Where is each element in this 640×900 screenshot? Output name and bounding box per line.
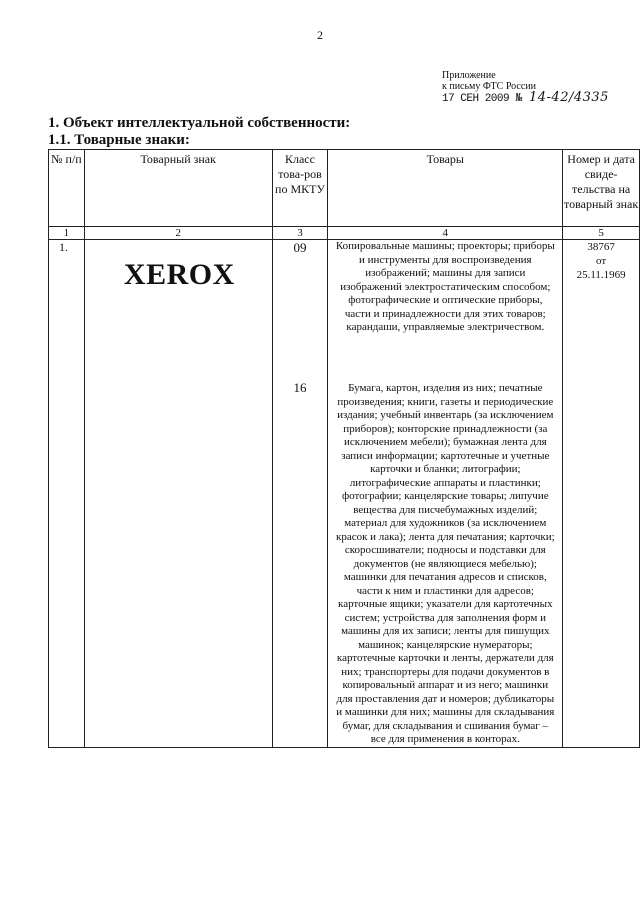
registration-from: от (596, 255, 607, 267)
column-number: 5 (563, 227, 640, 240)
number-sign: № (515, 91, 523, 104)
table-row (49, 240, 640, 381)
trademark-cell (84, 240, 272, 748)
header-class: Класс това-ров по МКТУ (272, 150, 328, 227)
header-num: № п/п (49, 150, 85, 227)
header-mark: Товарный знак (84, 150, 272, 227)
section-title: 1. Объект интеллектуальной собственности: (48, 115, 351, 131)
trademark-table (48, 149, 640, 748)
page-number: 2 (317, 28, 323, 42)
appendix-label: Приложение (442, 70, 496, 81)
registration-number: 38767 (587, 241, 615, 253)
column-number: 4 (328, 227, 563, 240)
appendix-letter-ref: к письму ФТС России (442, 81, 536, 92)
column-number: 3 (272, 227, 328, 240)
handwritten-letter-number: 14-42/4335 (529, 90, 609, 105)
appendix-stamp-line (442, 92, 622, 105)
class-16: 16 (272, 380, 328, 747)
goods-class-09: Копировальные машины; проекторы; приборы и инструменты для воспроизведения изображений; машины для записи изображений электростатическим способом; фотографические и оптические приборы, части и принадлежности для этих товаров; карандаши, управляемые электричеством. (328, 240, 563, 381)
row-number: 1. (49, 240, 85, 748)
header-certificate: Номер и дата свиде-тельства на товарный знак (563, 150, 640, 227)
registration-date: 25.11.1969 (576, 269, 626, 281)
trademark-xerox: XEROX (123, 258, 235, 291)
column-number-row (49, 227, 640, 240)
date-stamp: 17 СЕН 2009 (442, 93, 510, 105)
column-number: 1 (49, 227, 85, 240)
class-09: 09 (272, 240, 328, 381)
appendix-header (442, 70, 622, 105)
registration-cell (563, 240, 640, 748)
subsection-title: 1.1. Товарные знаки: (48, 132, 190, 148)
goods-class-16: Бумага, картон, изделия из них; печатные произведения; книги, газеты и периодические издания; учебный инвентарь (за исключением приборов); конторские принадлежности (за исключением мебели); бумажная лента для записи информации; картотечные и учетные карточки и бланки; литографии; литографические аппараты и пластинки; фотографии; канцелярские товары; липучие вещества для писчебумажных изделий; материал для художников (за исключением красок и лака); лента для печатания; карточки; скоросшиватели; подносы и подставки для документов (не являющиеся мебелью); машинки для печатания адресов и списков, части к ним и пластинки для адресов; карточные ящики; указатели для картотечных систем; устройства для заполнения форм и машины для их записи; ленты для пишущих машинок; канцелярские нумераторы; картотечные карточки и ленты, держатели для них; транспортеры для подачи документов в копировальный аппарат и из него; машинки для проставления дат и номеров; дубликаторы и машинки для них; машины для складывания бумаг, для складывания и сшивания бумаг – все для применения в конторах. (328, 380, 563, 747)
column-number: 2 (84, 227, 272, 240)
table-header-row (49, 150, 640, 227)
header-goods: Товары (328, 150, 563, 227)
